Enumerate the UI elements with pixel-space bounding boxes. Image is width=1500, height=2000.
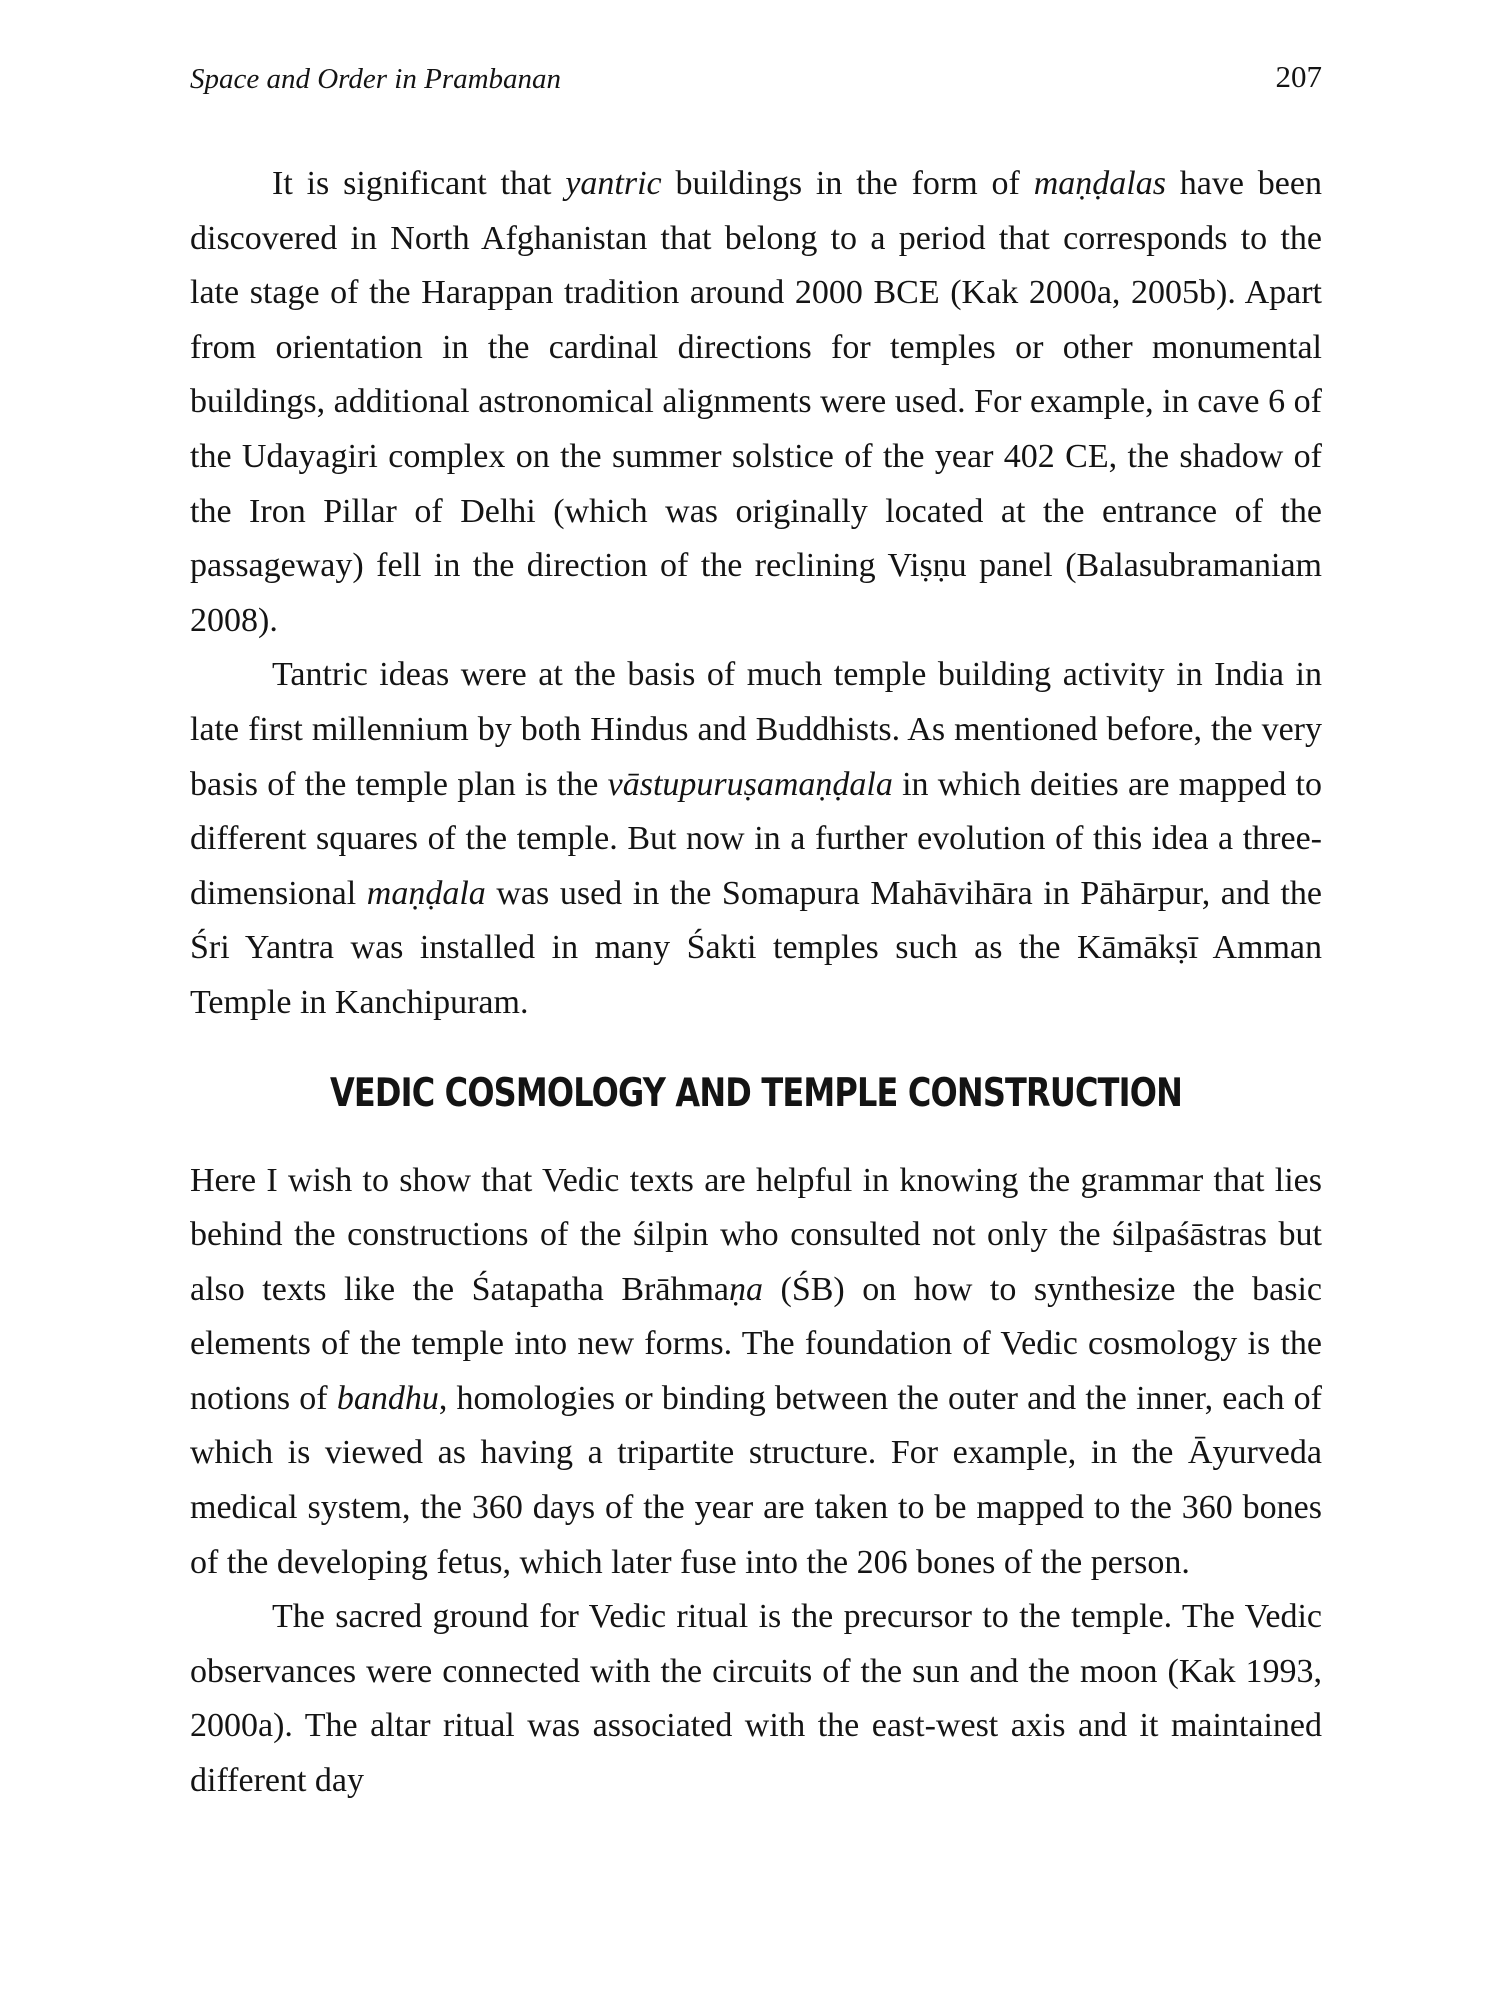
text-run: have been discovered in North Afghanistan that belong to a period that corresponds to the late stage of the Harappan tradition around 2000 BCE (Kak 2000a, 2005b). Apart from orientation in the cardinal directions for temples or other monumental buildings, additional astronomical alignments were used. For example, in cave 6 of the Udayagiri complex on the summer solstice of the year 402 CE, the shadow of the Iron Pillar of Delhi (which was originally located at the entrance of the passageway) fell in the direction of the reclining Viṣṇu panel (Balasubramaniam 2008). [190,165,1322,639]
paragraph-vedic-texts [190,1154,1322,1591]
section-heading: VEDIC COSMOLOGY AND TEMPLE CONSTRUCTION [329,1070,1183,1116]
text-run: in which deities are mapped to different squares of the temple. But now in a further evolution of this idea a three-dimensional [190,765,1322,912]
paragraph-yantric-buildings [190,157,1322,648]
text-run: The sacred ground for Vedic ritual is the precursor to the temple. The Vedic observances were connected with the circuits of the sun and the moon (Kak 1993, 2000a). The altar ritual was associated with the east-west axis and it maintained different day [190,1598,1322,1800]
page-body [190,157,1322,1809]
italic-term: yantric [565,165,662,202]
italic-term: maṇḍalas [1033,165,1166,202]
italic-term: maṇḍala [366,874,486,912]
paragraph-tantric-ideas [190,648,1322,1030]
page-number: 207 [1275,59,1322,94]
running-head [190,55,1322,105]
text-run: buildings in the form of [661,165,1034,202]
text-run: Here I wish to show that Vedic texts are helpful in knowing the grammar that lies behind the constructions of the śilpin who consulted not only the śilpaśāstras but also texts like the Śatapatha Brāhma [190,1161,1322,1308]
text-run: Tantric ideas were at the basis of much temple building activity in India in late first millennium by both Hindus and Buddhists. As mentioned before, the very basis of the temple plan is the [190,656,1322,803]
text-run: , homologies or binding between the outer and the inner, each of which is viewed as having a tripartite structure. For example, in the Āyurveda medical system, the 360 days of the year are taken to be mapped to the 360 bones of the developing fetus, which later fuse into the 206 bones of the person. [190,1379,1323,1581]
text-run: (ŚB) on how to synthesize the basic elements of the temple into new forms. The foundation of Vedic cosmology is the notions of [190,1270,1322,1417]
italic-term: vāstupuruṣamaṇḍala [607,765,893,803]
italic-term: ṇa [728,1270,763,1308]
paragraph-sacred-ground [190,1590,1322,1808]
italic-term: bandhu [336,1379,439,1417]
text-run: It is significant that [272,165,566,202]
book-page [190,55,1322,1955]
text-run: was used in the Somapura Mahāvihāra in Pāhārpur, and the Śri Yantra was installed in many Śakti temples such as the Kāmākṣī Amman Temple in Kanchipuram. [190,874,1323,1021]
running-title: Space and Order in Prambanan [190,63,562,95]
